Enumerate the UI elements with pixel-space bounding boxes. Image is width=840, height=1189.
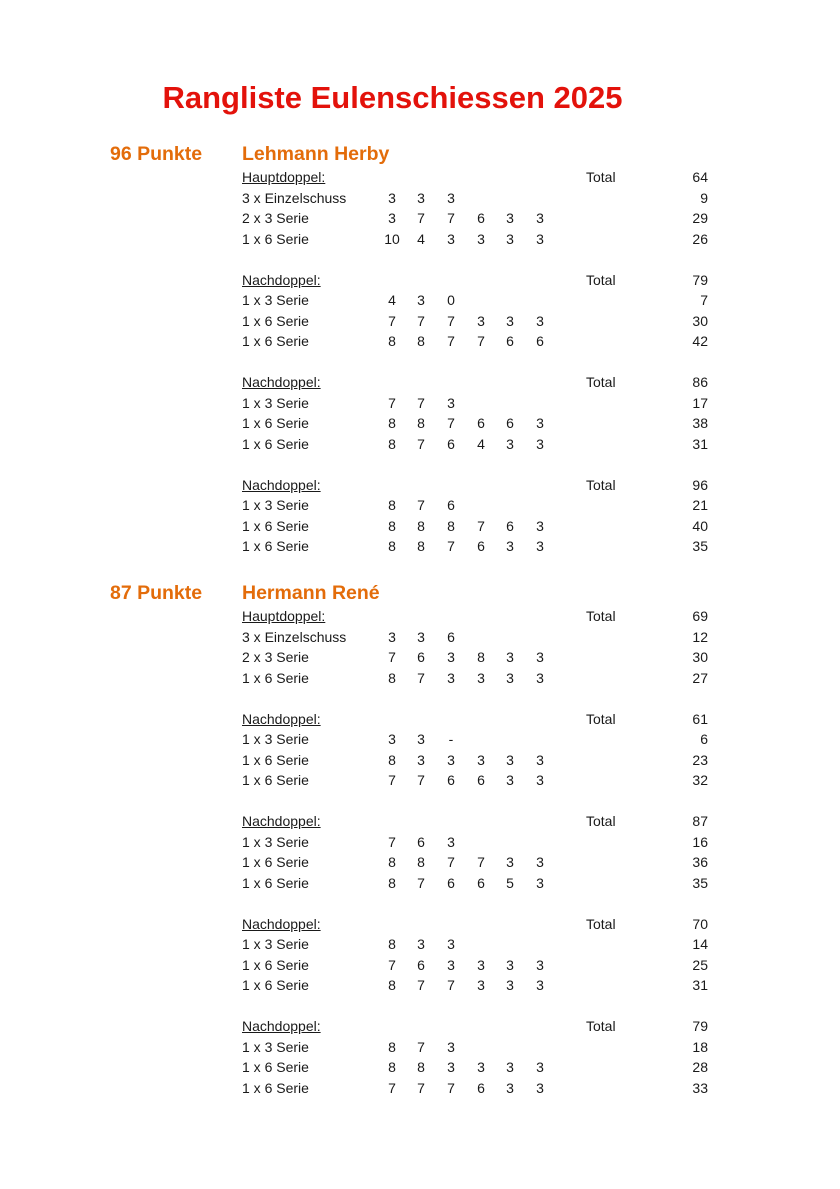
series-label: 1 x 3 Serie (242, 1038, 309, 1055)
shot-value: 3 (417, 628, 425, 645)
series-label: 1 x 6 Serie (242, 538, 309, 554)
shot-value: 6 (477, 772, 485, 788)
shot-value: 7 (417, 669, 425, 686)
series-sum: 35 (692, 874, 708, 891)
shot-value: 3 (506, 751, 514, 768)
page-title: Rangliste Eulenschiessen 2025 (162, 80, 623, 115)
series-sum: 30 (692, 312, 708, 329)
shot-value: 3 (536, 517, 544, 534)
round-heading: Hauptdoppel: (242, 608, 326, 624)
series-row (0, 516, 840, 537)
series-row (0, 208, 840, 229)
series-sum: 17 (692, 394, 708, 411)
shot-value: 7 (388, 956, 396, 973)
shot-value: 7 (417, 312, 425, 329)
series-row (0, 188, 840, 209)
shot-value: 8 (388, 333, 396, 349)
shot-value: 3 (536, 751, 544, 768)
shot-value: 7 (447, 415, 455, 431)
series-row (0, 229, 840, 250)
series-sum: 42 (692, 333, 708, 349)
shot-value: 8 (388, 669, 396, 686)
series-label: 1 x 6 Serie (242, 230, 309, 247)
series-row (0, 1078, 840, 1099)
series-label: 1 x 6 Serie (242, 312, 309, 329)
shot-value: 8 (417, 333, 425, 349)
shot-value: 6 (447, 772, 455, 788)
shot-value: 7 (417, 1079, 425, 1096)
shot-value: 10 (384, 230, 400, 247)
round-block (0, 709, 840, 791)
shot-value: 7 (417, 874, 425, 891)
shot-value: 3 (447, 394, 455, 411)
shot-value: 8 (388, 751, 396, 768)
series-sum: 32 (692, 772, 708, 788)
shot-value: 3 (417, 292, 425, 308)
shot-value: 3 (417, 751, 425, 768)
shot-value: 3 (477, 669, 485, 686)
round-heading: Nachdoppel: (242, 813, 321, 829)
series-sum: 26 (692, 230, 708, 247)
round-total: 64 (692, 169, 708, 185)
round-block (0, 372, 840, 454)
series-row (0, 647, 840, 668)
series-sum: 30 (692, 649, 708, 665)
shot-value: 3 (388, 628, 396, 645)
series-label: 1 x 6 Serie (242, 874, 309, 891)
shot-value: 3 (447, 956, 455, 973)
series-label: 2 x 3 Serie (242, 649, 309, 665)
series-label: 3 x Einzelschuss (242, 628, 347, 645)
shot-value: 3 (506, 312, 514, 329)
shot-value: 8 (388, 936, 396, 952)
series-sum: 6 (700, 731, 708, 747)
shot-value: 6 (477, 538, 485, 554)
shot-value: 7 (417, 1038, 425, 1055)
shot-value: 3 (477, 751, 485, 768)
player-section (0, 141, 840, 577)
shot-value: 7 (477, 854, 485, 870)
series-row (0, 873, 840, 894)
shot-value: 8 (388, 415, 396, 431)
series-sum: 16 (692, 833, 708, 850)
series-label: 1 x 3 Serie (242, 497, 309, 513)
player-points: 87 Punkte (110, 582, 203, 604)
shot-value: 0 (447, 292, 455, 308)
series-row (0, 770, 840, 791)
shot-value: 3 (536, 649, 544, 665)
series-label: 2 x 3 Serie (242, 210, 309, 226)
series-row (0, 975, 840, 996)
shot-value: 8 (388, 497, 396, 513)
shot-value: 7 (388, 312, 396, 329)
shot-value: 3 (447, 1038, 455, 1055)
shot-value: 3 (506, 956, 514, 973)
shot-value: 3 (506, 1059, 514, 1075)
shot-value: 8 (388, 854, 396, 870)
series-row (0, 934, 840, 955)
shot-value: 3 (506, 854, 514, 870)
series-row (0, 536, 840, 557)
round-header-row (0, 372, 840, 393)
series-sum: 38 (692, 415, 708, 431)
shot-value: 3 (506, 538, 514, 554)
shot-value: 7 (388, 649, 396, 665)
shot-value: 7 (388, 833, 396, 850)
round-heading: Nachdoppel: (242, 476, 321, 493)
shot-value: 8 (447, 517, 455, 534)
shot-value: 3 (388, 731, 396, 747)
shot-value: 3 (536, 415, 544, 431)
shot-value: 8 (388, 517, 396, 534)
shot-value: 3 (536, 210, 544, 226)
series-sum: 21 (692, 497, 708, 513)
shot-value: 6 (506, 333, 514, 349)
shot-value: 8 (388, 1059, 396, 1075)
round-total: 61 (692, 710, 708, 727)
shot-value: 7 (447, 977, 455, 993)
series-row (0, 955, 840, 976)
shot-value: 6 (477, 874, 485, 891)
shot-value: 3 (506, 649, 514, 665)
shot-value: 8 (477, 649, 485, 665)
shot-value: 3 (536, 538, 544, 554)
shot-value: 6 (447, 874, 455, 891)
round-block (0, 1016, 840, 1098)
shot-value: 3 (477, 977, 485, 993)
shot-value: 6 (536, 333, 544, 349)
player-header (0, 580, 840, 606)
shot-value: 3 (447, 1059, 455, 1075)
series-sum: 9 (700, 189, 708, 206)
shot-value: 7 (447, 854, 455, 870)
round-header-row (0, 167, 840, 188)
series-sum: 14 (692, 936, 708, 952)
round-block (0, 167, 840, 249)
shot-value: 8 (417, 854, 425, 870)
shot-value: 4 (417, 230, 425, 247)
shot-value: 6 (477, 210, 485, 226)
series-row (0, 311, 840, 332)
shot-value: 7 (447, 333, 455, 349)
series-row (0, 750, 840, 771)
series-row (0, 290, 840, 311)
round-heading: Nachdoppel: (242, 271, 321, 288)
series-label: 1 x 6 Serie (242, 435, 309, 452)
series-label: 1 x 6 Serie (242, 669, 309, 686)
shot-value: 3 (417, 936, 425, 952)
round-heading: Nachdoppel: (242, 1018, 321, 1034)
series-row (0, 1057, 840, 1078)
series-row (0, 627, 840, 648)
series-label: 1 x 6 Serie (242, 517, 309, 534)
shot-value: 3 (506, 1079, 514, 1096)
shot-value: 7 (388, 1079, 396, 1096)
round-header-row (0, 606, 840, 627)
shot-value: 3 (447, 230, 455, 247)
shot-value: 6 (477, 415, 485, 431)
series-sum: 28 (692, 1059, 708, 1075)
total-label: Total (586, 710, 616, 727)
player-points: 96 Punkte (110, 143, 203, 165)
series-sum: 29 (692, 210, 708, 226)
round-header-row (0, 811, 840, 832)
shot-value: 7 (417, 772, 425, 788)
series-label: 1 x 6 Serie (242, 1079, 309, 1096)
player-name: Hermann René (242, 582, 380, 604)
shot-value: 8 (388, 538, 396, 554)
shot-value: 7 (388, 772, 396, 788)
shot-value: 8 (388, 977, 396, 993)
shot-value: 3 (417, 731, 425, 747)
total-label: Total (586, 271, 616, 288)
shot-value: 8 (417, 415, 425, 431)
series-label: 1 x 3 Serie (242, 292, 309, 308)
series-row (0, 331, 840, 352)
total-label: Total (586, 374, 616, 390)
shot-value: 3 (506, 210, 514, 226)
series-label: 1 x 6 Serie (242, 751, 309, 768)
series-row (0, 413, 840, 434)
round-block (0, 270, 840, 352)
shot-value: 6 (506, 415, 514, 431)
series-row (0, 729, 840, 750)
total-label: Total (586, 608, 616, 624)
series-sum: 35 (692, 538, 708, 554)
series-sum: 18 (692, 1038, 708, 1055)
series-label: 1 x 3 Serie (242, 394, 309, 411)
shot-value: 3 (477, 230, 485, 247)
shot-value: 3 (447, 189, 455, 206)
shot-value: 4 (477, 435, 485, 452)
series-row (0, 852, 840, 873)
round-header-row (0, 1016, 840, 1037)
series-label: 1 x 6 Serie (242, 415, 309, 431)
series-row (0, 1037, 840, 1058)
round-block (0, 914, 840, 996)
shot-value: 6 (447, 497, 455, 513)
shot-value: 6 (417, 833, 425, 850)
total-label: Total (586, 169, 616, 185)
round-block (0, 811, 840, 893)
rounds-list (0, 167, 840, 557)
shot-value: 8 (388, 435, 396, 452)
shot-value: 7 (388, 394, 396, 411)
series-row (0, 434, 840, 455)
shot-value: 3 (536, 977, 544, 993)
round-header-row (0, 914, 840, 935)
series-label: 1 x 6 Serie (242, 1059, 309, 1075)
shot-value: 7 (417, 435, 425, 452)
shot-value: 3 (477, 312, 485, 329)
shot-value: 8 (388, 1038, 396, 1055)
round-header-row (0, 270, 840, 291)
series-label: 1 x 6 Serie (242, 854, 309, 870)
round-heading: Nachdoppel: (242, 710, 321, 727)
shot-value: 7 (447, 210, 455, 226)
shot-value: 3 (447, 649, 455, 665)
series-sum: 40 (692, 517, 708, 534)
round-header-row (0, 709, 840, 730)
shot-value: 3 (536, 230, 544, 247)
series-row (0, 495, 840, 516)
shot-value: 8 (417, 1059, 425, 1075)
shot-value: 3 (447, 751, 455, 768)
shot-value: 3 (506, 977, 514, 993)
shot-value: 3 (506, 772, 514, 788)
shot-value: 8 (417, 538, 425, 554)
shot-value: 7 (477, 333, 485, 349)
series-sum: 27 (692, 669, 708, 686)
shot-value: 3 (536, 854, 544, 870)
total-label: Total (586, 813, 616, 829)
shot-value: 6 (447, 628, 455, 645)
shot-value: - (448, 731, 454, 747)
shot-value: 8 (417, 517, 425, 534)
series-row (0, 832, 840, 853)
player-name: Lehmann Herby (242, 143, 390, 165)
round-block (0, 606, 840, 688)
player-header (0, 141, 840, 167)
shot-value: 6 (417, 956, 425, 973)
shot-value: 3 (536, 435, 544, 452)
shot-value: 6 (477, 1079, 485, 1096)
shot-value: 3 (447, 669, 455, 686)
series-sum: 33 (692, 1079, 708, 1096)
round-header-row (0, 475, 840, 496)
round-heading: Nachdoppel: (242, 915, 321, 932)
shot-value: 3 (536, 1059, 544, 1075)
shot-value: 8 (388, 874, 396, 891)
round-total: 79 (692, 1018, 708, 1034)
series-sum: 12 (692, 628, 708, 645)
shot-value: 5 (506, 874, 514, 891)
shot-value: 3 (447, 936, 455, 952)
shot-value: 7 (417, 394, 425, 411)
series-sum: 7 (700, 292, 708, 308)
shot-value: 7 (417, 977, 425, 993)
shot-value: 3 (417, 189, 425, 206)
shot-value: 3 (447, 833, 455, 850)
series-label: 1 x 3 Serie (242, 833, 309, 850)
shot-value: 3 (536, 956, 544, 973)
series-label: 1 x 6 Serie (242, 956, 309, 973)
series-label: 1 x 3 Serie (242, 936, 309, 952)
round-total: 79 (692, 271, 708, 288)
shot-value: 3 (506, 669, 514, 686)
shot-value: 7 (447, 312, 455, 329)
shot-value: 7 (447, 1079, 455, 1096)
round-total: 69 (692, 608, 708, 624)
series-sum: 31 (692, 977, 708, 993)
total-label: Total (586, 915, 616, 932)
player-section (0, 580, 840, 1119)
round-total: 87 (692, 813, 708, 829)
total-label: Total (586, 1018, 616, 1034)
shot-value: 3 (536, 772, 544, 788)
round-heading: Hauptdoppel: (242, 169, 326, 185)
series-sum: 23 (692, 751, 708, 768)
series-label: 1 x 6 Serie (242, 977, 309, 993)
round-total: 96 (692, 476, 708, 493)
series-label: 1 x 6 Serie (242, 333, 309, 349)
shot-value: 7 (447, 538, 455, 554)
rounds-list (0, 606, 840, 1098)
shot-value: 3 (536, 874, 544, 891)
round-total: 86 (692, 374, 708, 390)
total-label: Total (586, 476, 616, 493)
shot-value: 3 (536, 312, 544, 329)
shot-value: 6 (447, 435, 455, 452)
shot-value: 3 (477, 956, 485, 973)
shot-value: 4 (388, 292, 396, 308)
shot-value: 6 (417, 649, 425, 665)
series-row (0, 668, 840, 689)
shot-value: 3 (536, 669, 544, 686)
series-label: 3 x Einzelschuss (242, 189, 347, 206)
series-sum: 36 (692, 854, 708, 870)
shot-value: 7 (417, 497, 425, 513)
round-heading: Nachdoppel: (242, 374, 321, 390)
series-sum: 31 (692, 435, 708, 452)
shot-value: 6 (506, 517, 514, 534)
series-label: 1 x 3 Serie (242, 731, 309, 747)
series-sum: 25 (692, 956, 708, 973)
shot-value: 3 (388, 189, 396, 206)
shot-value: 3 (506, 230, 514, 247)
series-label: 1 x 6 Serie (242, 772, 309, 788)
shot-value: 3 (477, 1059, 485, 1075)
shot-value: 3 (536, 1079, 544, 1096)
shot-value: 7 (477, 517, 485, 534)
round-total: 70 (692, 915, 708, 932)
series-row (0, 393, 840, 414)
shot-value: 7 (417, 210, 425, 226)
shot-value: 3 (388, 210, 396, 226)
shot-value: 3 (506, 435, 514, 452)
round-block (0, 475, 840, 557)
